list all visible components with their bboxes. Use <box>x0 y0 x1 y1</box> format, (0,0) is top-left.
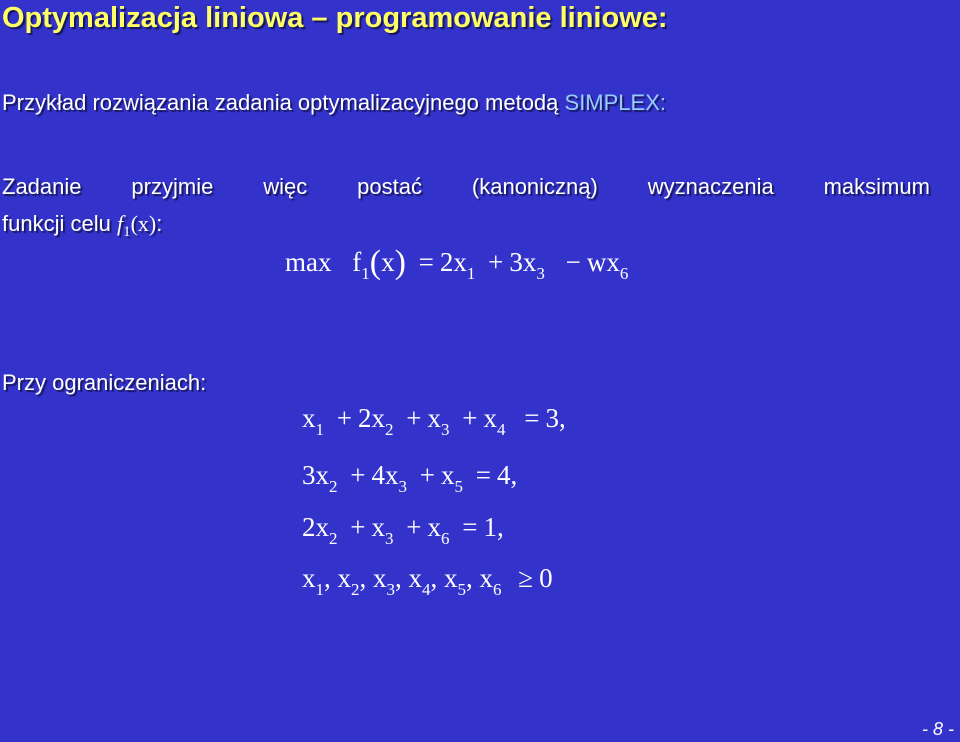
relation: ≥ <box>518 563 534 593</box>
objective-f-sub: 1 <box>361 264 370 283</box>
objective-term-op: − <box>565 247 581 277</box>
term-sub: 5 <box>454 477 463 496</box>
objective-rparen: ) <box>394 244 406 281</box>
objective-term-op: + <box>488 247 504 277</box>
term-sub: 3 <box>398 477 407 496</box>
objective-term-sub: 1 <box>466 264 476 283</box>
term-coef: 3x <box>302 460 329 490</box>
objective-term-sub: 3 <box>536 264 545 283</box>
term-op: + <box>419 460 435 490</box>
var-sep: , <box>395 563 402 593</box>
term-coef: x <box>483 403 497 433</box>
var-sub: 3 <box>386 580 395 599</box>
var-sub: 1 <box>315 580 324 599</box>
term-sub: 3 <box>384 529 394 548</box>
var-sub: 4 <box>422 580 431 599</box>
var-name: x <box>337 563 351 593</box>
relation: = <box>475 460 491 490</box>
var-sub: 5 <box>457 580 466 599</box>
inline-function-sub: 1 <box>123 224 131 240</box>
var-name: x <box>479 563 493 593</box>
term-coef: x <box>427 403 441 433</box>
relation: = <box>462 512 478 542</box>
intro-paragraph <box>2 90 666 116</box>
term-sub: 6 <box>440 529 450 548</box>
term-coef: x <box>440 460 455 490</box>
task-word: przyjmie <box>131 174 214 199</box>
var-name: x <box>373 563 387 593</box>
term-coef: x <box>302 403 316 433</box>
term-coef: x <box>427 512 441 542</box>
nonneg-rhs: 0 <box>539 563 553 593</box>
task-paragraph-line1 <box>2 174 930 200</box>
var-sep: , <box>324 563 331 593</box>
term-sub: 2 <box>384 420 394 439</box>
relation: = <box>524 403 540 433</box>
var-sep: , <box>466 563 473 593</box>
term-op: + <box>406 403 422 433</box>
constraints-label: Przy ograniczeniach: <box>2 370 207 395</box>
term-coef: 2x <box>357 403 385 433</box>
var-sep: , <box>359 563 367 593</box>
inline-function-arg: (x) <box>130 211 157 236</box>
task-paragraph-line2 <box>2 211 163 240</box>
term-op: + <box>462 403 478 433</box>
var-sub: 2 <box>351 580 360 599</box>
objective-f: f <box>352 247 362 277</box>
term-sub: 3 <box>440 420 450 439</box>
term-sub: 2 <box>329 529 338 548</box>
task-word: Zadanie <box>2 174 82 199</box>
objective-term-sub: 6 <box>619 264 629 283</box>
var-sep: , <box>430 563 438 593</box>
task-line2-text: funkcji celu <box>2 211 117 236</box>
term-sub: 2 <box>329 477 338 496</box>
intro-method: SIMPLEX: <box>564 90 666 115</box>
task-word: wyznaczenia <box>647 174 774 199</box>
constraint-row <box>302 512 504 548</box>
term-op: + <box>350 460 366 490</box>
slide-title: Optymalizacja liniowa – programowanie liniowe: <box>2 2 668 34</box>
var-name: x <box>302 563 316 593</box>
var-name: x <box>444 563 458 593</box>
term-coef: 4x <box>371 460 399 490</box>
task-word: postać <box>357 174 422 199</box>
objective-max: max <box>285 247 332 277</box>
intro-text: Przykład rozwiązania zadania optymalizacyjnego metodą <box>2 90 565 115</box>
constraint-rhs: 4, <box>496 460 518 490</box>
term-sub: 1 <box>315 420 324 439</box>
constraint-rhs: 3, <box>545 403 566 433</box>
term-op: + <box>406 512 422 542</box>
constraint-row <box>302 460 518 496</box>
objective-x: x <box>381 247 395 277</box>
task-paragraph <box>2 174 930 200</box>
objective-term-coef: 3x <box>509 247 537 277</box>
inline-function-f: f <box>116 211 124 236</box>
constraint-rhs: 1, <box>483 512 504 542</box>
term-coef: 2x <box>302 512 329 542</box>
task-word: (kanoniczną) <box>471 174 598 199</box>
term-sub: 4 <box>496 420 506 439</box>
nonnegativity-row <box>302 563 553 599</box>
task-line2-colon: : <box>156 211 163 236</box>
term-op: + <box>350 512 366 542</box>
term-op: + <box>336 403 352 433</box>
var-sub: 6 <box>493 580 502 599</box>
page-number: - 8 - <box>921 719 954 739</box>
var-name: x <box>408 563 422 593</box>
task-word: maksimum <box>823 174 930 199</box>
task-word: więc <box>263 174 308 199</box>
term-coef: x <box>371 512 385 542</box>
objective-function: $\max f_1(x) = 2x_1 + 3x_3 - wx_6$ <box>285 244 629 283</box>
constraint-row <box>302 403 566 439</box>
objective-term-coef: 2x <box>439 247 467 277</box>
objective-lparen: ( <box>369 244 382 281</box>
objective-term-coef: wx <box>586 247 620 277</box>
